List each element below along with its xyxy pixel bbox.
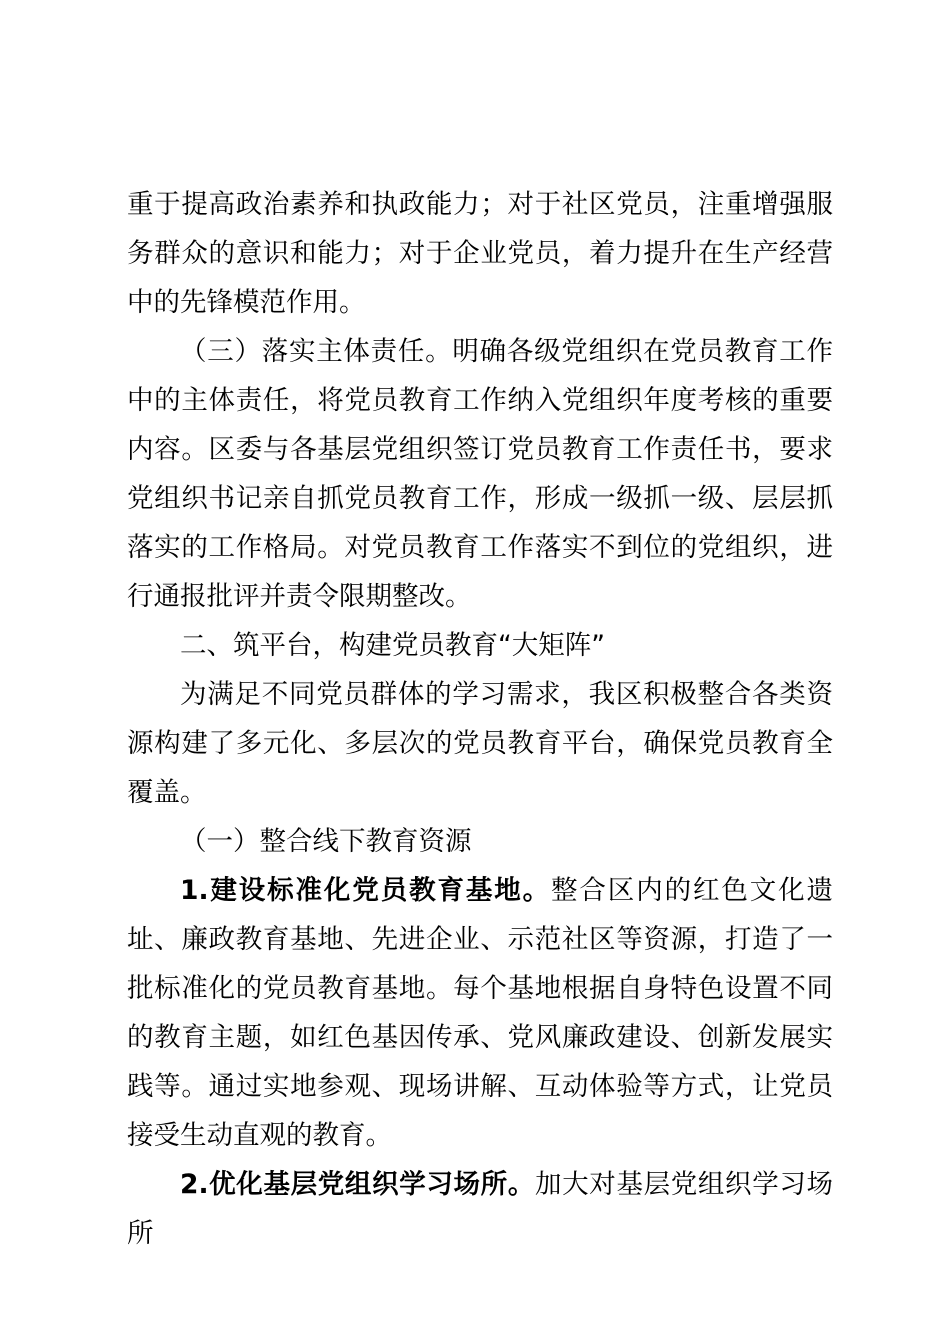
heading-text: （一）整合线下教育资源: [180, 826, 472, 857]
paragraph-text: 为满足不同党员群体的学习需求，我区积极整合各类资源构建了多元化、多层次的党员教育平台，确保党员教育全覆盖。: [127, 679, 833, 808]
item-lead-title: 1.建设标准化党员教育基地。: [180, 875, 552, 906]
paragraph-text: 整合区内的红色文化遗址、廉政教育基地、先进企业、示范社区等资源，打造了一批标准化的党员教育基地。每个基地根据自身特色设置不同的教育主题，如红色基因传承、党风廉政建设、创新发展实践等。通过实地参观、现场讲解、互动体验等方式，让党员接受生动直观的教育。: [127, 875, 834, 1151]
paragraph-subsection-three: [127, 327, 833, 621]
paragraph-text: 加大对基层党组织学习场所: [127, 1169, 833, 1249]
section-heading-two: [127, 621, 833, 670]
subsection-heading-one: [127, 817, 833, 866]
item-lead-title: 2.优化基层党组织学习场所。: [180, 1169, 535, 1200]
paragraph-continuation: [127, 180, 833, 327]
heading-text: 二、筑平台，构建党员教育“大矩阵”: [180, 630, 605, 661]
paragraph-intro: [127, 670, 833, 817]
paragraph-item-1: [127, 866, 833, 1160]
paragraph-item-2: [127, 1160, 833, 1258]
paragraph-text: （三）落实主体责任。明确各级党组织在党员教育工作中的主体责任，将党员教育工作纳入党组织年度考核的重要内容。区委与各基层党组织签订党员教育工作责任书，要求党组织书记亲自抓党员教育工作，形成一级抓一级、层层抓落实的工作格局。对党员教育工作落实不到位的党组织，进行通报批评并责令限期整改。: [127, 336, 833, 612]
paragraph-text: 重于提高政治素养和执政能力；对于社区党员，注重增强服务群众的意识和能力；对于企业党员，着力提升在生产经营中的先锋模范作用。: [127, 189, 833, 318]
document-body: [127, 180, 833, 1258]
